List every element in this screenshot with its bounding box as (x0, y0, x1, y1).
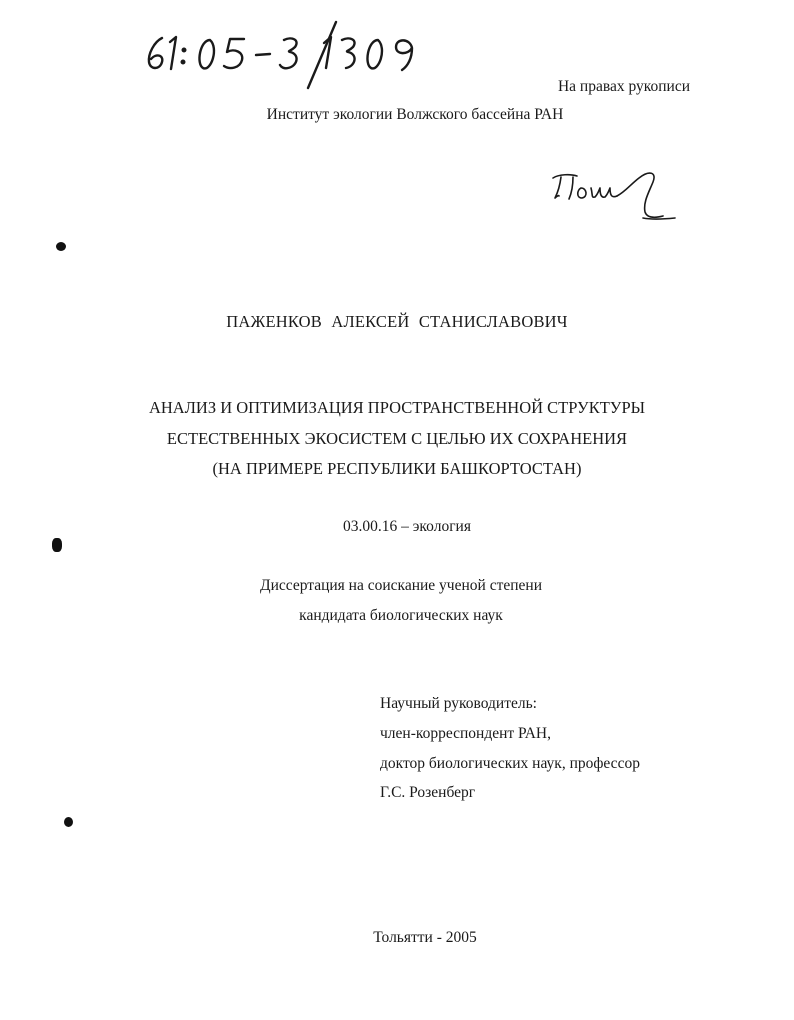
advisor-label: Научный руководитель: (380, 695, 537, 712)
advisor-title-2: доктор биологических наук, профессор (380, 755, 640, 772)
handwritten-archive-code (140, 10, 440, 90)
dissertation-title-line-2: ЕСТЕСТВЕННЫХ ЭКОСИСТЕМ С ЦЕЛЬЮ ИХ СОХРАНЕНИЯ (166, 429, 628, 448)
signature-drawing (545, 160, 685, 230)
advisor-name: Г.С. Розенберг (380, 784, 476, 801)
rights-notice: На правах рукописи (557, 78, 690, 95)
scan-speck-3 (64, 817, 73, 827)
degree-line-2: кандидата биологических наук (299, 607, 503, 624)
specialty-code: 03.00.16 – экология (343, 518, 471, 535)
scan-speck-2 (52, 538, 62, 552)
handwritten-code-drawing (140, 10, 440, 90)
degree-line-1: Диссертация на соискание ученой степени (260, 577, 542, 594)
institute-name: Институт экологии Волжского бассейна РАН (266, 106, 564, 123)
signature (545, 160, 685, 230)
city-year: Тольятти - 2005 (373, 929, 477, 946)
advisor-title-1: член-корреспондент РАН, (380, 725, 551, 742)
dissertation-title-line-3: (НА ПРИМЕРЕ РЕСПУБЛИКИ БАШКОРТОСТАН) (212, 459, 582, 478)
dissertation-title-line-1: АНАЛИЗ И ОПТИМИЗАЦИЯ ПРОСТРАНСТВЕННОЙ СТРУКТУРЫ (148, 398, 646, 417)
scan-speck-1 (56, 242, 66, 251)
author-name: ПАЖЕНКОВ АЛЕКСЕЙ СТАНИСЛАВОВИЧ (226, 312, 568, 331)
